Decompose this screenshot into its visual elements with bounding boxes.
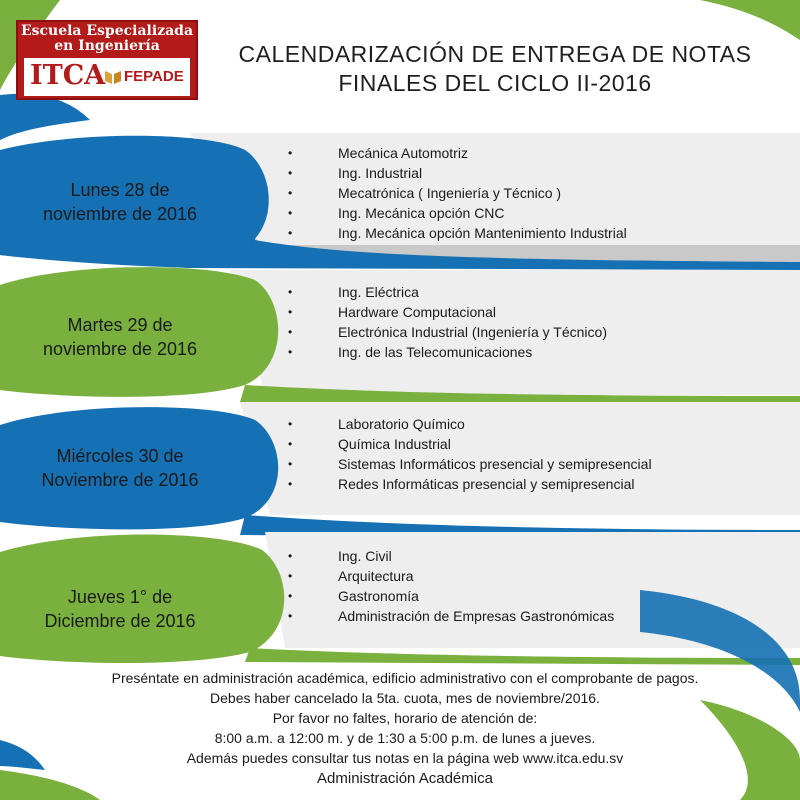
day-line-1: Miércoles 30 de	[56, 446, 184, 466]
list-item	[288, 223, 627, 243]
bullet-icon: •	[288, 186, 293, 200]
program-name: Laboratorio Químico	[338, 416, 465, 432]
bullet-icon: •	[288, 437, 293, 451]
list-item	[288, 454, 652, 474]
bullet-icon: •	[288, 305, 293, 319]
day-line-2: Noviembre de 2016	[41, 470, 199, 490]
program-name: Química Industrial	[338, 436, 451, 452]
program-name: Gastronomía	[338, 588, 419, 604]
list-item	[288, 342, 607, 362]
day-line-1: Lunes 28 de	[70, 180, 170, 200]
itca-fepade-logo	[16, 20, 198, 100]
program-name: Ing. Civil	[338, 548, 392, 564]
footer-line: 8:00 a.m. a 12:00 m. y de 1:30 a 5:00 p.m. de lunes a jueves.	[214, 730, 596, 746]
footer-signature: Administración Académica	[317, 770, 493, 787]
page-title	[215, 40, 775, 98]
bullet-icon: •	[288, 569, 293, 583]
day-line-2: noviembre de 2016	[42, 204, 198, 224]
logo-white-band	[24, 58, 190, 96]
program-name: Ing. Mecánica opción CNC	[338, 205, 505, 221]
title-line-2: FINALES DEL CICLO II-2016	[338, 70, 652, 96]
day-line-1: Martes 29 de	[67, 315, 173, 335]
logo-school-name	[18, 24, 196, 54]
program-list-monday	[288, 143, 627, 243]
bullet-icon: •	[288, 166, 293, 180]
day-line-1: Jueves 1° de	[67, 587, 173, 607]
footer-line: Por favor no faltes, horario de atención de:	[272, 710, 538, 726]
list-item	[288, 606, 614, 626]
list-item	[288, 183, 627, 203]
program-name: Ing. de las Telecomunicaciones	[338, 344, 533, 360]
program-list-tuesday	[288, 282, 607, 362]
list-item	[288, 474, 652, 494]
footer-notice	[20, 668, 790, 768]
logo-fepade-text: FEPADE	[124, 68, 184, 85]
logo-school-line2: en Ingeniería	[54, 38, 160, 54]
program-list-wednesday	[288, 414, 652, 494]
program-name: Ing. Mecánica opción Mantenimiento Industrial	[338, 225, 627, 241]
bullet-icon: •	[288, 457, 293, 471]
bullet-icon: •	[288, 589, 293, 603]
list-item	[288, 322, 607, 342]
list-item	[288, 566, 614, 586]
bullet-icon: •	[288, 477, 293, 491]
program-name: Hardware Computacional	[338, 304, 496, 320]
program-name: Ing. Eléctrica	[338, 284, 419, 300]
program-name: Mecatrónica ( Ingeniería y Técnico )	[338, 185, 562, 201]
program-name: Mecánica Automotriz	[338, 145, 468, 161]
top-right-green-swoosh	[700, 0, 800, 40]
program-name: Administración de Empresas Gastronómicas	[338, 608, 615, 624]
list-item	[288, 434, 652, 454]
program-list-thursday	[288, 546, 614, 626]
program-name: Ing. Industrial	[338, 165, 423, 181]
program-name: Sistemas Informáticos presencial y semipresencial	[338, 456, 652, 472]
day-line-2: noviembre de 2016	[42, 339, 198, 359]
bullet-icon: •	[288, 609, 293, 623]
bullet-icon: •	[288, 549, 293, 563]
list-item	[288, 302, 607, 322]
list-item	[288, 546, 614, 566]
footer-line: Debes haber cancelado la 5ta. cuota, mes de noviembre/2016.	[210, 690, 600, 706]
title-line-1: CALENDARIZACIÓN DE ENTREGA DE NOTAS	[238, 41, 752, 67]
list-item	[288, 163, 627, 183]
fepade-book-icon	[104, 68, 122, 86]
day-line-2: Diciembre de 2016	[44, 611, 196, 631]
bullet-icon: •	[288, 345, 293, 359]
program-name: Electrónica Industrial (Ingeniería y Técnico)	[338, 324, 607, 340]
row4-green-tail	[245, 648, 800, 665]
bullet-icon: •	[288, 285, 293, 299]
day-label-monday	[5, 178, 235, 226]
list-item	[288, 282, 607, 302]
bullet-icon: •	[288, 226, 293, 240]
list-item	[288, 414, 652, 434]
list-item	[288, 143, 627, 163]
bullet-icon: •	[288, 206, 293, 220]
day-label-wednesday	[5, 444, 235, 492]
bullet-icon: •	[288, 417, 293, 431]
logo-school-line1: Escuela Especializada	[20, 23, 194, 39]
day-label-tuesday	[5, 313, 235, 361]
program-name: Redes Informáticas presencial y semipresencial	[338, 476, 635, 492]
program-name: Arquitectura	[338, 568, 414, 584]
day-label-thursday	[5, 585, 235, 633]
list-item	[288, 586, 614, 606]
logo-itca-text: ITCA	[30, 60, 106, 91]
list-item	[288, 203, 627, 223]
footer-line: Preséntate en administración académica, edificio administrativo con el comprobante de pagos.	[111, 670, 699, 686]
left-blue-swoosh	[0, 94, 90, 140]
bullet-icon: •	[288, 146, 293, 160]
footer-line: Además puedes consultar tus notas en la página web www.itca.edu.sv	[186, 750, 624, 766]
bullet-icon: •	[288, 325, 293, 339]
